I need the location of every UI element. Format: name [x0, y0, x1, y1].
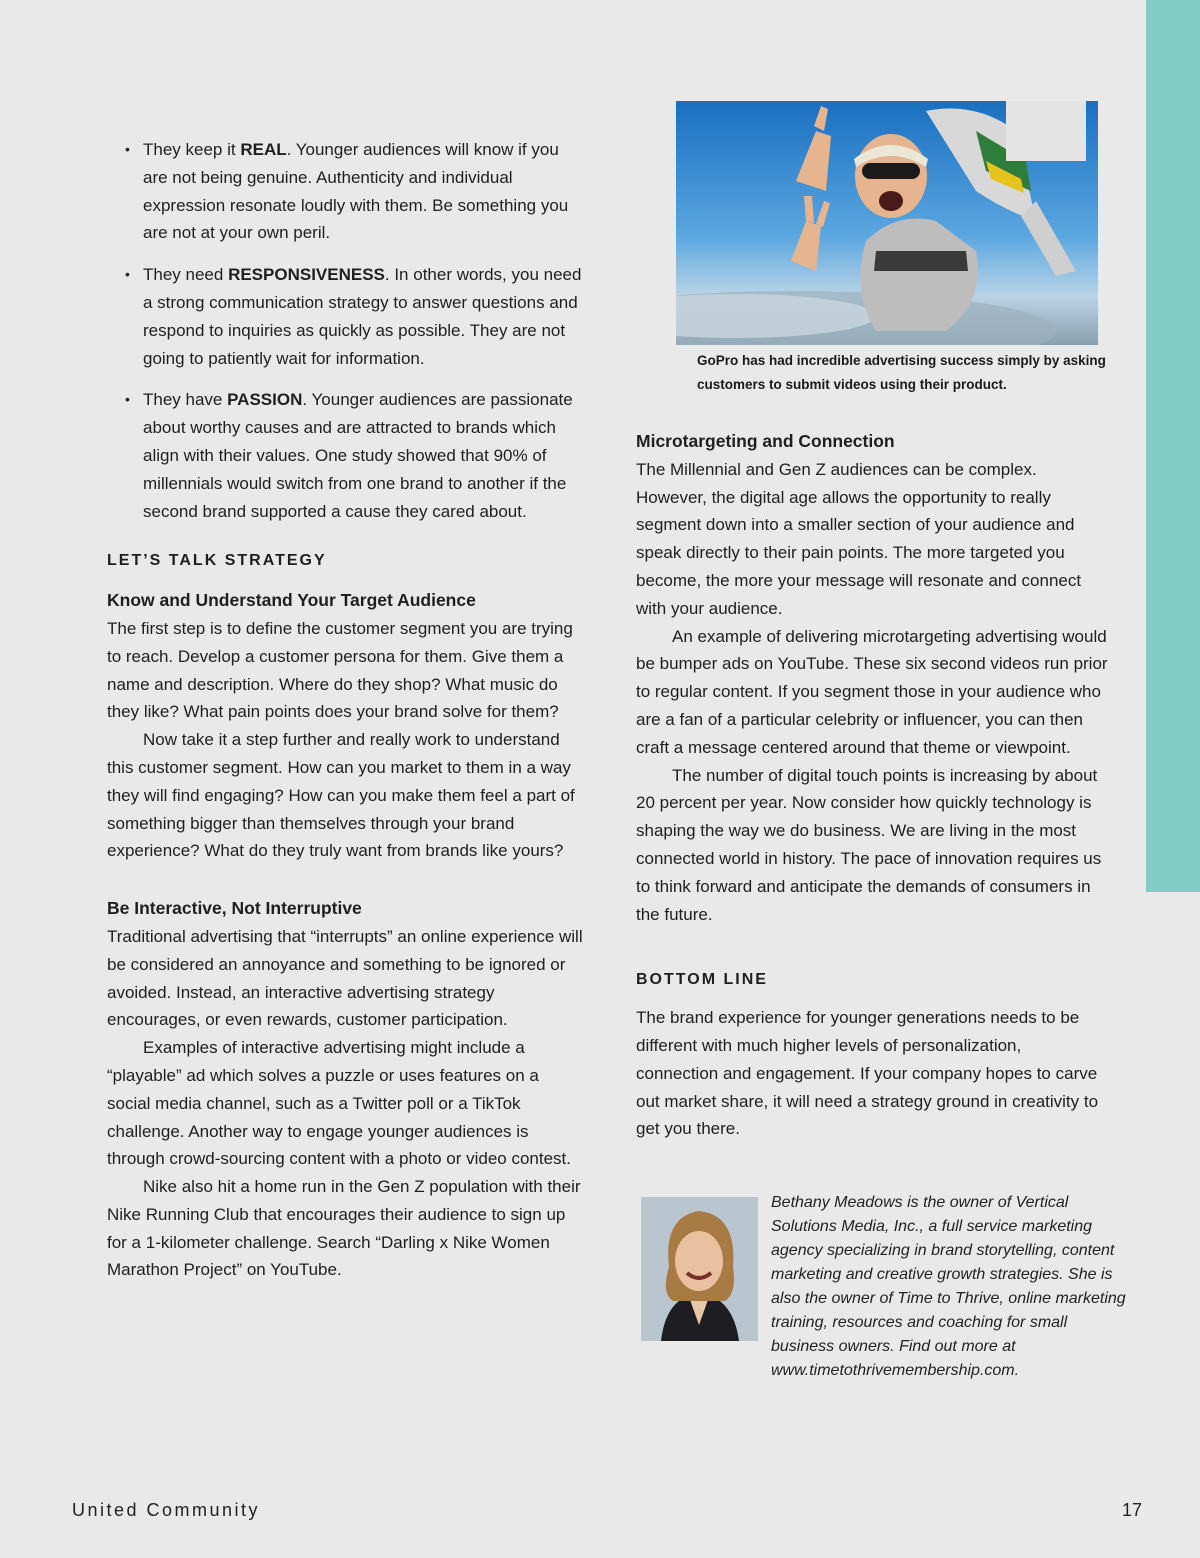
microtargeting-title: Microtargeting and Connection	[636, 431, 895, 451]
right-column	[636, 428, 1108, 1143]
microtargeting-paragraph-1: The Millennial and Gen Z audiences can be complex. However, the digital age allows the opportunity to really segment down into a smaller section of your audience and speak directly to their pain points. The more targeted you become, the more your message will resonate and connect with your audience.	[636, 459, 1082, 618]
page-number: 17	[1122, 1500, 1143, 1520]
publication-name: United Community	[72, 1500, 261, 1520]
bullet-list	[107, 136, 585, 525]
accent-side-bar	[1146, 0, 1200, 892]
know-audience-paragraph-2: Now take it a step further and really work to understand this customer segment. How can you market to them in a way they will find engaging? How can you make them feel a part of something bigger than themselves through your brand experience? What do they truly want from brands like yours?	[107, 730, 575, 861]
strategy-heading: LET’S TALK STRATEGY	[107, 552, 327, 570]
author-photo	[641, 1197, 758, 1341]
bullet-passion: • They have PASSION. Younger audiences are passionate about worthy causes and are attracted to brands which align with their values. One study showed that 90% of millennials would switch from one brand to another if the second brand supported a cause they cared about.	[107, 386, 585, 525]
know-audience-paragraph-1: The first step is to define the customer segment you are trying to reach. Develop a customer persona for them. Give them a name and description. Where do they shop? What music do they like? What pain points does your brand solve for them?	[107, 618, 573, 722]
microtargeting-paragraph-2: An example of delivering microtargeting advertising would be bumper ads on YouTube. These six second videos run prior to regular content. If you segment those in your audience who are a fan of a particular celebrity or influencer, you can then craft a message centered around that theme or viewpoint.	[636, 626, 1108, 757]
bullet-keyword: PASSION	[227, 390, 303, 410]
bullet-keyword: REAL	[240, 140, 287, 159]
bullet-real: • They keep it REAL. Younger audiences will know if you are not being genuine. Authenticity and individual expression resonate loudly with them. Be something you are not at your own peril.	[107, 136, 585, 247]
interactive-title: Be Interactive, Not Interruptive	[107, 898, 362, 919]
interactive-paragraph-1: Traditional advertising that “interrupts” an online experience will be considered an annoyance and something to be ignored or avoided. Instead, an interactive advertising strategy encourages, or even rewards, customer participation.	[107, 926, 583, 1030]
author-portrait	[641, 1197, 758, 1341]
left-column	[107, 136, 585, 1284]
bottom-line-paragraph: The brand experience for younger generations needs to be different with much higher levels of personalization, connection and engagement. If your company hopes to carve out market share, it will need a strategy ground in creativity to get you there.	[636, 1008, 1099, 1139]
know-audience-title: Know and Understand Your Target Audience	[107, 590, 476, 611]
skydiver-photo	[676, 101, 1098, 345]
bullet-keyword: RESPONSIVENESS	[228, 265, 385, 285]
bottom-line-heading: BOTTOM LINE	[636, 971, 768, 989]
microtargeting-paragraph-3: The number of digital touch points is increasing by about 20 percent per year. Now consider how quickly technology is shaping the way we do business. We are living in the most connected world in history. The pace of innovation requires us to think forward and anticipate the demands of consumers in the future.	[636, 765, 1102, 924]
bullet-responsiveness: • They need RESPONSIVENESS. In other words, you need a strong communication strategy to answer questions and respond to inquiries as quickly as possible. They are not going to patiently wait for information.	[107, 261, 585, 372]
skydiver-illustration	[676, 101, 1098, 345]
interactive-paragraph-2: Examples of interactive advertising might include a “playable” ad which solves a puzzle or uses features on a social media channel, such as a Twitter poll or a TikTok challenge. Another way to engage younger audiences is through crowd-sourcing content with a photo or video contest.	[107, 1038, 571, 1169]
interactive-paragraph-3: Nike also hit a home run in the Gen Z population with their Nike Running Club that encourages their audience to sign up for a 1-kilometer challenge. Search “Darling x Nike Women Marathon Project” on YouTube.	[107, 1177, 581, 1280]
photo-caption: GoPro has had incredible advertising success simply by asking customers to submit videos using their product.	[697, 353, 1106, 392]
author-bio: Bethany Meadows is the owner of Vertical Solutions Media, Inc., a full service marketing agency specializing in brand storytelling, content marketing and creative growth strategies. She is also the owner of Time to Thrive, online marketing training, resources and coaching for small business owners. Find out more at www.timetothrivemembership.com.	[771, 1194, 1126, 1379]
